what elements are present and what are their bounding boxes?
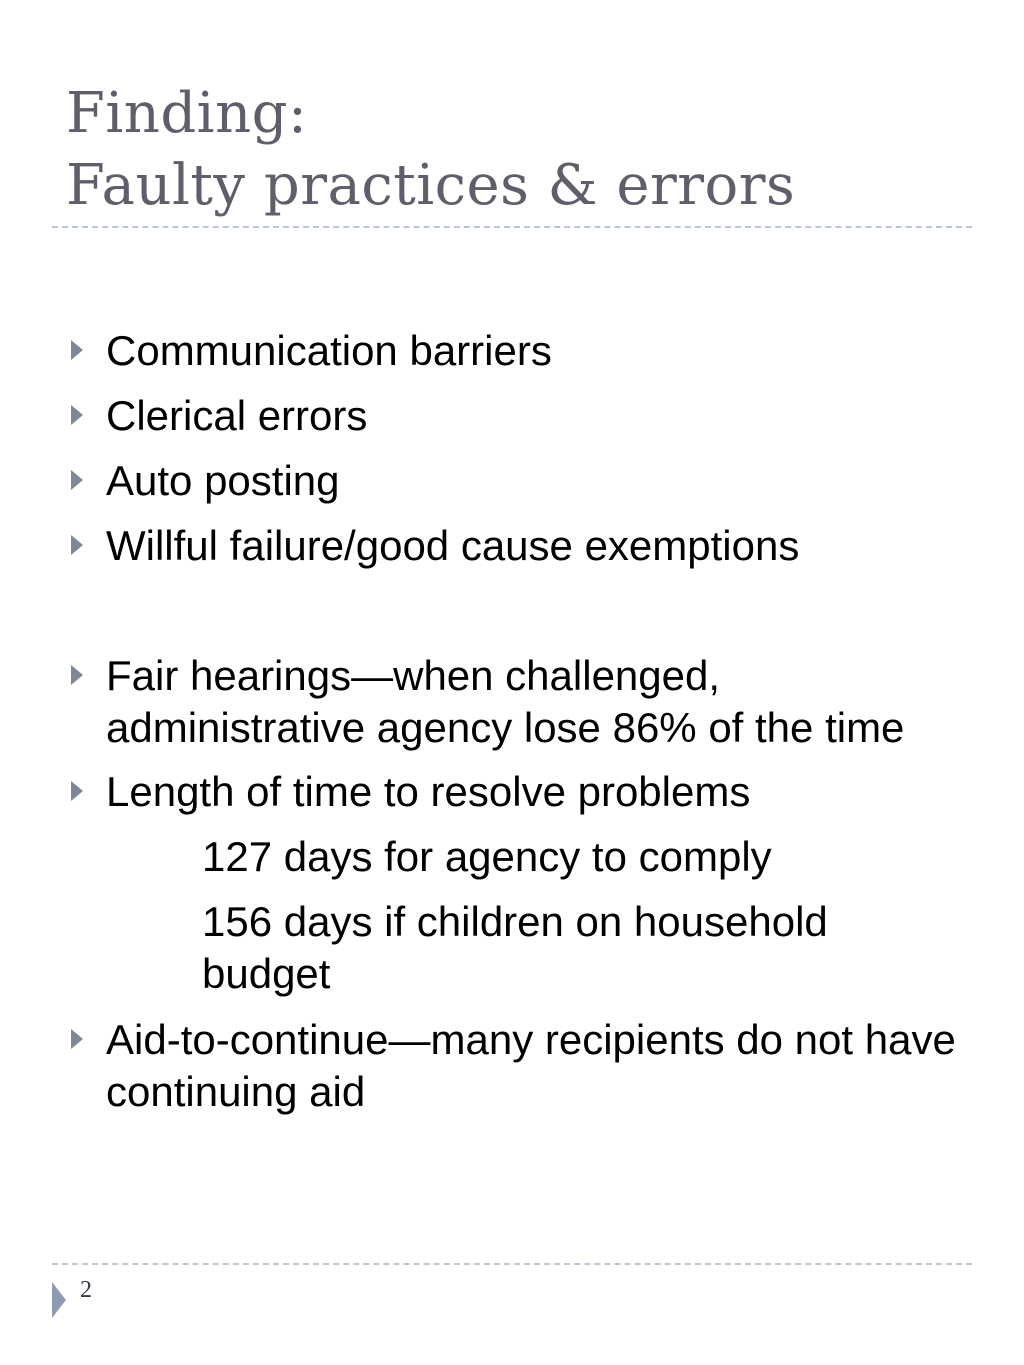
triangle-right-icon: [71, 340, 83, 360]
bullet-item: [106, 390, 986, 442]
triangle-right-icon: [71, 470, 83, 490]
triangle-right-icon: [71, 781, 83, 801]
footer-divider: [52, 1263, 972, 1265]
bullet-text: Length of time to resolve problems: [106, 768, 751, 815]
bullet-item: [106, 650, 986, 754]
page-number: 2: [80, 1277, 92, 1303]
bullet-item: [106, 325, 986, 377]
triangle-right-icon: [71, 405, 83, 425]
bullet-text: Communication barriers: [106, 327, 552, 374]
slide-title-line-2: Faulty practices & errors: [66, 153, 796, 218]
sub-item-text: 127 days for agency to comply: [202, 833, 772, 880]
bullet-item: [106, 766, 986, 818]
bullet-item: [106, 455, 986, 507]
bullet-text: Aid-to-continue—many recipients do not have continuing aid: [106, 1016, 956, 1115]
bullet-text: Clerical errors: [106, 392, 368, 439]
bullet-item: [106, 1014, 986, 1118]
sub-item: [202, 896, 962, 1000]
triangle-right-icon: [71, 1029, 83, 1049]
bullet-text: Willful failure/good cause exemptions: [106, 522, 800, 569]
bullet-item: [106, 520, 986, 572]
footer-triangle-icon: [52, 1282, 66, 1318]
bullet-text: Auto posting: [106, 457, 340, 504]
sub-item-text: 156 days if children on household budget: [202, 898, 828, 997]
sub-item: [202, 831, 962, 883]
slide-title-line-1: Finding:: [66, 81, 308, 146]
title-divider: [52, 226, 972, 228]
bullet-text: Fair hearings—when challenged, administrative agency lose 86% of the time: [106, 652, 905, 751]
triangle-right-icon: [71, 535, 83, 555]
triangle-right-icon: [71, 665, 83, 685]
slide-title: [66, 78, 795, 222]
